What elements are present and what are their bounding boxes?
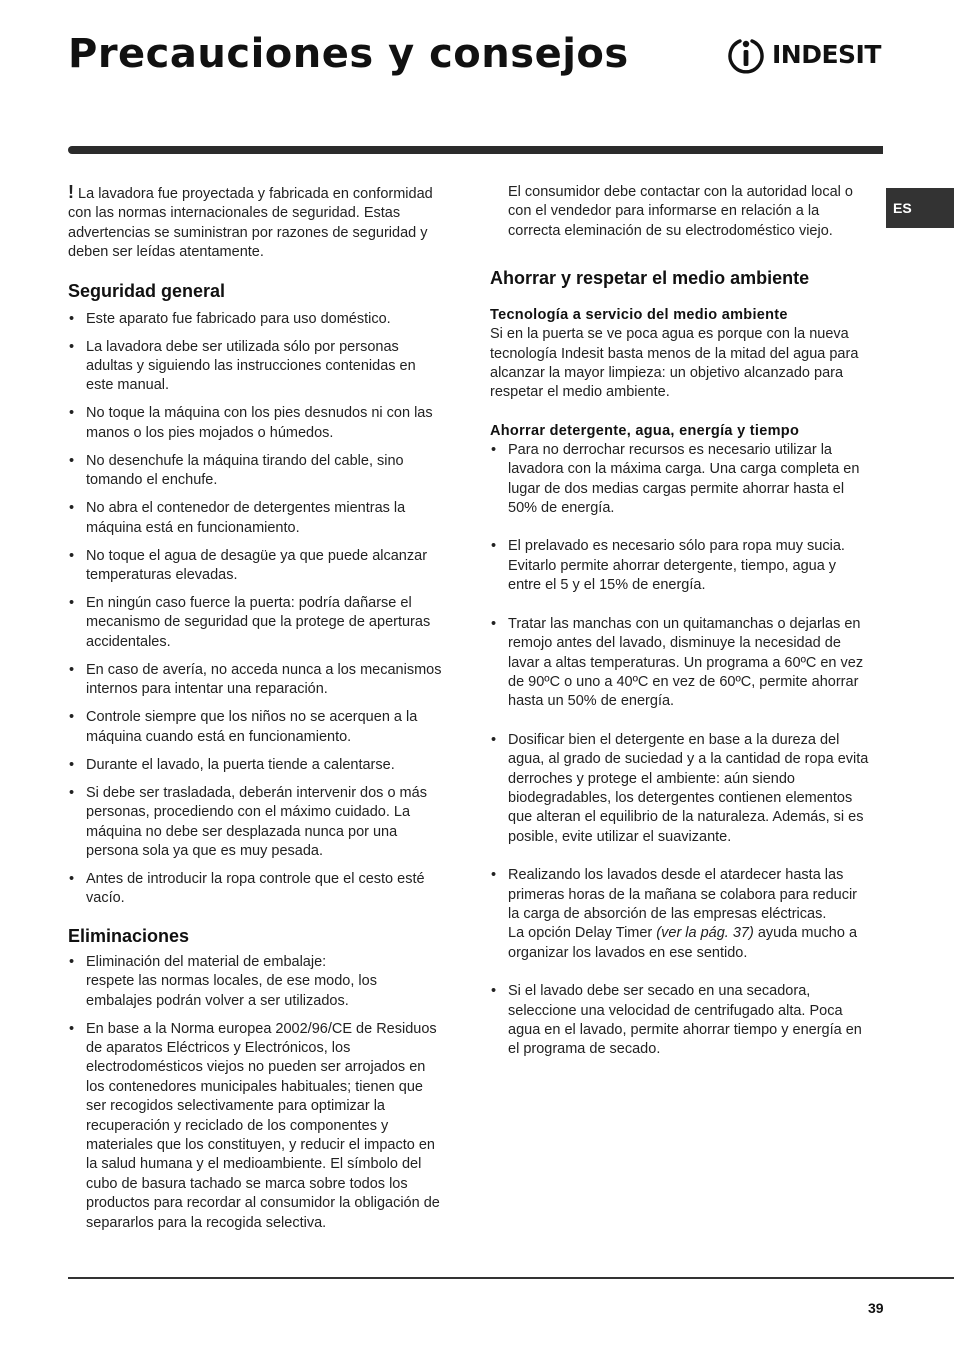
right-column	[490, 183, 870, 1079]
continuation-paragraph: El consumidor debe contactar con la autoridad local o con el vendedor para informarse en relación a la correcta eleminación de su electrodoméstico viejo.	[508, 184, 853, 239]
intro-text: La lavadora fue proyectada y fabricada en conformidad con las normas internacionales de seguridad. Estas advertencias se suministran por razones de seguridad y deben ser leídas atentamente.	[68, 186, 433, 261]
brand-logo	[726, 32, 881, 76]
list-item: • No desenchufe la máquina tirando del cable, sino tomando el enchufe.	[68, 452, 446, 491]
language-tab: ES	[886, 188, 954, 228]
list-item: • La lavadora debe ser utilizada sólo por personas adultas y siguiendo las instrucciones contenidas en este manual.	[68, 338, 446, 396]
saving-list	[490, 441, 870, 1060]
indesit-i-logo-icon	[726, 34, 766, 74]
list-item: • Para no derrochar recursos es necesario utilizar la lavadora con la máxima carga. Una carga completa en lugar de dos medias cargas permite ahorrar hasta el 50% de energía.	[490, 441, 870, 519]
list-item: • No toque la máquina con los pies desnudos ni con las manos o los pies mojados o húmedos.	[68, 404, 446, 443]
delay-timer-suffix: ayuda mucho a organizar los lavados en ese sentido.	[508, 925, 858, 961]
disposal-item-body: respete las normas locales, de ese modo, los embalajes podrán volver a ser utilizados.	[86, 973, 377, 1009]
warning-mark: !	[68, 182, 74, 202]
list-item: • En base a la Norma europea 2002/96/CE de Residuos de aparatos Eléctricos y Electrónicos, los electrodomésticos viejos no pueden ser arrojados en los contenedores municipales habituales; tienen que ser recogidos selectivamente para optimizar la recuperación y reciclado de los componentes y materiales que los constituyen, y reducir el impacto en la salud humana y el medioambiente. El símbolo del cubo de basura tachado se marca sobre todos los productos para recordar al consumidor la obligación de separarlos para la recogida selectiva.	[68, 1020, 446, 1233]
technology-paragraph: Si en la puerta se ve poca agua es porque con la nueva tecnología Indesit basta menos de la mitad del agua para alcanzar la mayor limpieza: un objetivo alcanzado para respetar el medio ambiente.	[490, 326, 859, 401]
list-item: • Tratar las manchas con un quitamanchas o dejarlas en remojo antes del lavado, disminuye la necesidad de lavar a altas temperaturas. Un programa a 60ºC en vez de 90ºC o uno a 40ºC en vez de 60ºC, permite ahorrar hasta un 50% de energía.	[490, 615, 870, 712]
list-item: • Este aparato fue fabricado para uso doméstico.	[68, 310, 446, 329]
list-item: • En ningún caso fuerce la puerta: podría dañarse el mecanismo de seguridad que la protege de aperturas accidentales.	[68, 594, 446, 652]
list-item	[490, 866, 870, 963]
page-reference: (ver la pág. 37)	[656, 925, 754, 942]
section-title-disposal: Eliminaciones	[68, 925, 190, 946]
delay-timer-prefix: La opción Delay Timer	[508, 925, 653, 942]
list-item: • Si el lavado debe ser secado en una secadora, seleccione una velocidad de centrifugado alta. Poca agua en el lavado, permite ahorrar tiempo y energía en el programa de secado.	[490, 982, 870, 1060]
header-rule	[68, 146, 883, 154]
subsection-title-technology: Tecnología a servicio del medio ambiente	[490, 307, 788, 324]
list-item: • No toque el agua de desagüe ya que puede alcanzar temperaturas elevadas.	[68, 547, 446, 586]
list-item: • Controle siempre que los niños no se acerquen a la máquina cuando está en funcionamiento.	[68, 708, 446, 747]
section-title-safety: Seguridad general	[68, 280, 226, 301]
subsection-title-saving: Ahorrar detergente, agua, energía y tiempo	[490, 422, 800, 439]
list-item: • Dosificar bien el detergente en base a la dureza del agua, al grado de suciedad y a la cantidad de ropa evita derroches y protege el ambiente: aún siendo biodegradables, los detergentes contienen elementos que alteran el equilibrio de la naturaleza. Además, si es posible, evite utilizar el suavizante.	[490, 731, 870, 847]
disposal-list	[68, 953, 446, 1233]
evening-text: Realizando los lavados desde el atardecer hasta las primeras horas de la mañana se colabora para reducir la carga de absorción de las empresas eléctricas.	[508, 867, 857, 922]
list-item: • El prelavado es necesario sólo para ropa muy sucia. Evitarlo permite ahorrar detergente, tiempo, agua y entre el 5 y el 15% de energía.	[490, 537, 870, 595]
section-title-environment: Ahorrar y respetar el medio ambiente	[490, 268, 810, 289]
safety-list	[68, 310, 446, 909]
list-item	[68, 953, 446, 1011]
footer-rule	[68, 1277, 954, 1279]
page-title: Precauciones y consejos	[68, 31, 629, 77]
brand-wordmark: INDESIT	[772, 39, 881, 69]
list-item: • No abra el contenedor de detergentes mientras la máquina está en funcionamiento.	[68, 499, 446, 538]
list-item: • Si debe ser trasladada, deberán intervenir dos o más personas, procediendo con el máximo cuidado. La máquina no debe ser desplazada nunca por una persona sola ya que es muy pesada.	[68, 784, 446, 862]
page-number: 39	[868, 1300, 884, 1316]
list-item: • Antes de introducir la ropa controle que el cesto esté vacío.	[68, 870, 446, 909]
left-column	[68, 183, 446, 1242]
list-item: • Durante el lavado, la puerta tiende a calentarse.	[68, 756, 446, 775]
disposal-item-heading: Eliminación del material de embalaje:	[86, 953, 327, 970]
list-item: • En caso de avería, no acceda nunca a los mecanismos internos para intentar una reparación.	[68, 661, 446, 700]
intro-paragraph	[68, 183, 446, 263]
